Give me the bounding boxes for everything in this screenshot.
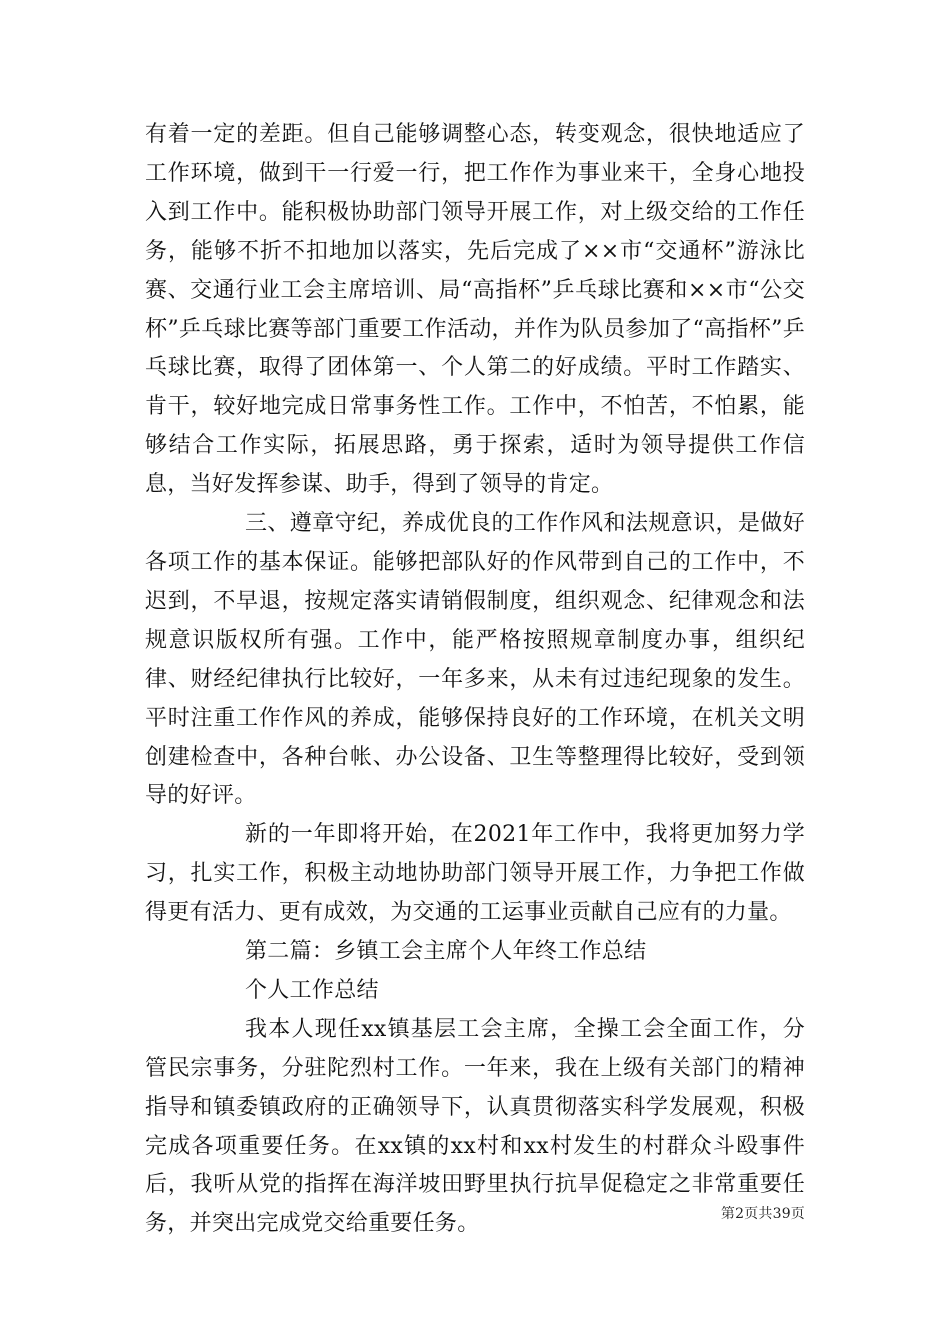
body-paragraph-1: 有着一定的差距。但自己能够调整心态，转变观念，很快地适应了工作环境，做到干一行爱一行，把工作作为事业来干，全身心地投入到工作中。能积极协助部门领导开展工作，对上级交给的工作任务，能够不折不扣地加以落实，先后完成了××市“交通杯”游泳比赛、交通行业工会主席培训、局“高指杯”乒乓球比赛和××市“公交杯”乒乓球比赛等部门重要工作活动，并作为队员参加了“高指杯”乒乓球比赛，取得了团体第一、个人第二的好成绩。平时工作踏实、肯干，较好地完成日常事务性工作。工作中，不怕苦，不怕累，能够结合工作实际，拓展思路，勇于探索，适时为领导提供工作信息，当好发挥参谋、助手，得到了领导的肯定。	[145, 122, 805, 498]
section-subtitle: 个人工作总结	[245, 977, 379, 1003]
page-number-footer: 第2页共39页	[720, 1206, 805, 1222]
body-paragraph-2: 三、遵章守纪，养成优良的工作作风和法规意识，是做好各项工作的基本保证。能够把部队好的作风带到自己的工作中，不迟到，不早退，按规定落实请销假制度，组织观念、纪律观念和法规意识版权所有强。工作中，能严格按照规章制度办事，组织纪律、财经纪律执行比较好，一年多来，从未有过违纪现象的发生。平时注重工作作风的养成，能够保持良好的工作环境，在机关文明创建检查中，各种台帐、办公设备、卫生等整理得比较好，受到领导的好评。	[145, 511, 805, 809]
section-paragraph-1: 我本人现任xx镇基层工会主席，全操工会全面工作，分管民宗事务，分驻陀烈村工作。一年来，我在上级有关部门的精神指导和镇委镇政府的正确领导下，认真贯彻落实科学发展观，积极完成各项重要任务。在xx镇的xx村和xx村发生的村群众斗殴事件后，我听从党的指挥在海洋坡田野里执行抗旱促稳定之非常重要任务，并突出完成党交给重要任务。	[145, 1016, 805, 1237]
section-title: 第二篇：乡镇工会主席个人年终工作总结	[245, 939, 647, 965]
body-paragraph-3: 新的一年即将开始，在2021年工作中，我将更加努力学习，扎实工作，积极主动地协助部门领导开展工作，力争把工作做得更有活力、更有成效，为交通的工运事业贡献自己应有的力量。	[145, 822, 805, 926]
document-body	[145, 116, 805, 1244]
